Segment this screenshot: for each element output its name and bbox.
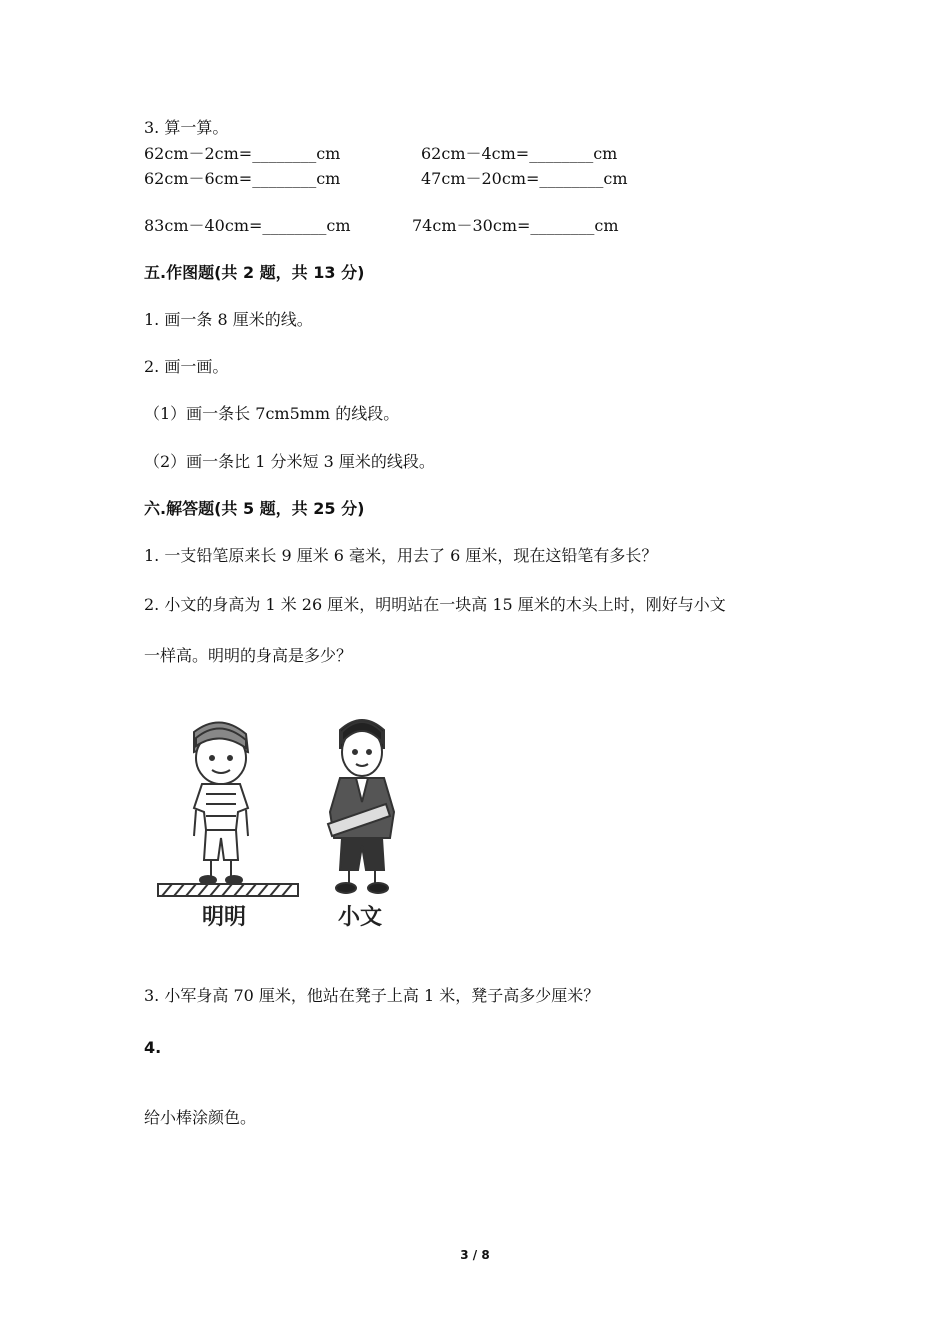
calc-item-4: 47cm－20cm=________cm xyxy=(421,169,628,188)
section-6-question-1: 1. 一支铅笔原来长 9 厘米 6 毫米，用去了 6 厘米，现在这铅笔有多长？ xyxy=(144,546,658,565)
height-comparison-illustration xyxy=(150,712,410,932)
section-5-question-1: 1. 画一条 8 厘米的线。 xyxy=(144,310,313,329)
calc-item-3: 62cm－6cm=________cm xyxy=(144,169,341,188)
wooden-board xyxy=(158,884,298,896)
section-6-question-4-text: 给小棒涂颜色。 xyxy=(144,1108,257,1127)
page-number: 3 / 8 xyxy=(460,1248,490,1262)
question-3-title: 3. 算一算。 xyxy=(144,118,229,137)
calc-item-6: 74cm－30cm=________cm xyxy=(412,216,619,235)
section-5-heading: 五.作图题(共 2 题，共 13 分) xyxy=(144,263,365,282)
section-6-question-4: 4. xyxy=(144,1038,162,1057)
calc-item-1: 62cm－2cm=________cm xyxy=(144,144,341,163)
section-6-heading: 六.解答题(共 5 题，共 25 分) xyxy=(144,499,365,518)
calc-item-2: 62cm－4cm=________cm xyxy=(421,144,618,163)
section-5-question-2-part-2: （2）画一条比 1 分米短 3 厘米的线段。 xyxy=(144,452,435,471)
section-6-question-2-line-1: 2. 小文的身高为 1 米 26 厘米，明明站在一块高 15 厘米的木头上时，刚好与小文 xyxy=(144,595,726,614)
mingming-figure xyxy=(194,722,248,884)
calc-item-5: 83cm－40cm=________cm xyxy=(144,216,351,235)
section-5-question-2: 2. 画一画。 xyxy=(144,357,229,376)
xiaowen-figure xyxy=(328,720,394,893)
section-5-question-2-part-1: （1）画一条长 7cm5mm 的线段。 xyxy=(144,404,400,423)
section-6-question-2-line-2: 一样高。明明的身高是多少？ xyxy=(144,646,353,665)
section-6-question-3: 3. 小军身高 70 厘米，他站在凳子上高 1 米，凳子高多少厘米？ xyxy=(144,986,600,1005)
mingming-label: 明明 xyxy=(202,904,247,930)
xiaowen-label: 小文 xyxy=(338,904,383,930)
